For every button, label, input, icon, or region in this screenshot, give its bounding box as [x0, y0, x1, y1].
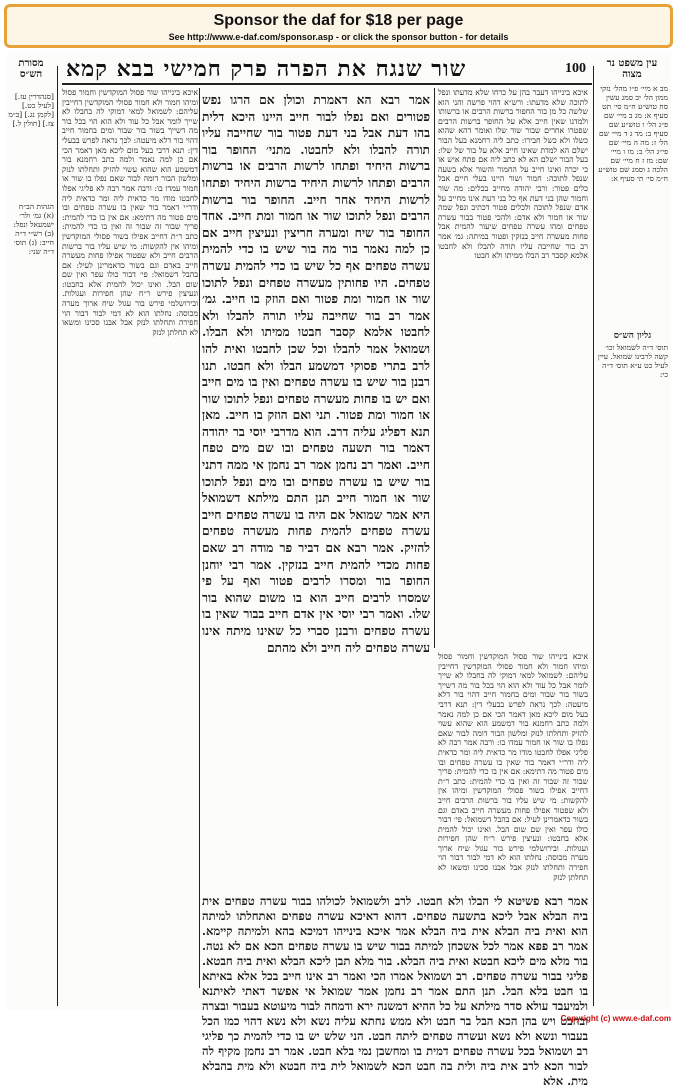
right-margin-rule [593, 66, 594, 1006]
sponsor-subtitle[interactable]: See http://www.e-daf.com/sponsor.asp - or click the sponsor button - for details [168, 32, 509, 42]
tosafot-rule [199, 88, 200, 988]
tosafot-text: איכא בינייהו שור פסול המוקדשין וחמור פסול ומיהו חמור ולא חמור פסולי המוקדשין דחייבין עליהם: לשמואל למאי דמוקי לה בחבלו לא שייך לומר אבל כל עוד ולא הוא הוי בכל בור מה דשייך בשור בור שבור ומים בחמור חייב דהוי בור דלא מיעטה: לכך נראה לפרש בבעלי דין: תנא דרבי בעל מום ליכא מאן דאמר הכי אם כן למה נאמר ולמה כתב רחמנא בור דמשמע הוא שהוא עשוי להזיק ותחלתו לנזק ומלשון הבור דומה לבור שאם נפלו בו שור או חמור עמדו בו: ורבה אמר רבה לא פליגי אפלו לחבטו מודו מר כדאית ליה ומר כדאית ליה ודר״י דאמר בור שאין בו עשרה טפחים ובו מים פטור מה דתימא: אם אין בו כדי להמית: פריך שבור זה שבור זה ואין בו כדי להמית: כתב ר״ת דחייב אפילו בשור פסולי המוקדשין ומיהו אין להקשות: מי שיש עליו בור ברשות הרבים חייב ולא שפטור אפילו פחות מעשרה חייב באדם וגם בשור כדאמרינן לעיל: אם בהבל דשמואל: פי׳ דבור כולו עפר ואין שם שום הבל. ואינו יכול להמית אלא בחבטו: ונעיצין פירש ר״ח שהן חפירות ועגולות. ובירושלמי פירש בור עגול שיח ארוך מערה מכוסה: נחלתו הוא לא דמי לבור דבור הוי חפירה ותחלתו לנזק אבל אבנו סכינו ומשאו לא תחלתן לנזק [62, 88, 198, 337]
rashi-continuation-text: איכא בינייהו שור פסול המוקדשין וחמור פסול ומיהו חמור ולא חמור פסולי המוקדשין דחייבין עליהם: לשמואל למאי דמוקי לה בחבלו לא שייך לומר אבל כל עוד ולא הוא הוי בכל בור מה דשייך בשור בור שבור ומים בחמור חייב דהוי בור דלא מיעטה: לכך נראה לפרש בבעלי דין: תנא דרבי בעל מום ליכא מאן דאמר הכי אם כן למה נאמר ולמה כתב רחמנא בור דמשמע הוא שהוא עשוי להזיק ותחלתו לנזק ומלשון הבור דומה לבור שאם נפלו בו שור או חמור עמדו בו: ורבה אמר רבה לא פליגי אפלו לחבטו מודו מר כדאית ליה ומר כדאית ליה ודר״י דאמר בור שאין בו עשרה טפחים ובו מים פטור מה דתימא: אם אין בו כדי להמית: פריך שבור זה שבור זה ואין בו כדי להמית: כתב ר״ת דחייב אפילו בשור פסולי המוקדשין ומיהו אין להקשות: מי שיש עליו בור ברשות הרבים חייב ולא שפטור אפילו פחות מעשרה חייב באדם וגם בשור כדאמרינן לעיל: אם בהבל דשמואל: פי׳ דבור כולו עפר ואין שם שום הבל. ואינו יכול להמית אלא בחבטו: ונעיצין פירש ר״ח שהן חפירות ועגולות. ובירושלמי פירש בור עגול שיח ארוך מערה מכוסה: נחלתו הוא לא דמי לבור דבור הוי חפירה ותחלתו לנזק אבל אבנו סכינו ומשאו לא תחלתן לנזק [438, 652, 588, 882]
right-margin-title: עין משפט נר מצוה [606, 58, 658, 80]
left-margin-title: מסורת הש״ס [18, 58, 44, 80]
rashi-rule [434, 88, 435, 648]
header-rule [62, 83, 592, 85]
right-margin-gilyon [597, 332, 668, 379]
rashi-continuation [438, 652, 588, 888]
gemara-text: אמר רבא הא דאמרת וכולן אם הרגו נפש פטורים ואם נפלו לבור חייב היינו היכא דלית בהו דעת אבל בני דעת פטור בור שחייבה עליו תורה להבלו ולא לחבטו. מתני׳ החופר בור ברשות היחיד ופתחו לרשות הרבים או ברשות הרבים ופתחו לרשות היחיד ברשות היחיד ופתחו לרשות היחיד אחר חייב. החופר בור ברשות הרבים ונפל לתוכו שור או חמור ומת חייב. אחד החופר בור שיח ומערה חריצין ונעיצין חייב אם כן למה נאמר בור מה בור שיש בו כדי להמית עשרה טפחים אף כל שיש בו כדי להמית עשרה טפחים. היו פחותין מעשרה טפחים ונפל לתוכו שור או חמור ומת פטור ואם הוזק בו חייב. גמ׳ אמר רב בור שחייבה עליו תורה להבלו ולא לחבטו אלמא קסבר חבטו ממיתו ולא הבלו. ושמואל אמר להבלו וכל שכן לחבטו ואית להו לרב בתרי פסוקי דמשמע הבלו ולא חבטו. תנו רבנן בור שיש בו עשרה טפחים ואין בו מים חייב ואם יש בו פחות מעשרה טפחים ונפל לתוכו שור או חמור ומת פטור. תני ואם הוזק בו חייב. מאן תנא דפליג עליה דרב. הוא מדרבי יוסי בר יהודה דאמר בור תשעה טפחים ובו שם מים טפח חייב. ואמר רב נחמן אמר רב נחמן אי ממה דתני בור שיש בו עשרה טפחים ובו מים ונפל לתוכו שור או חמור חייב תנן התם מילתא דשמואל היא אמר שמואל אם היה בו עשרה טפחים חייב עשרה טפחים להמית פחות מעשרה טפחים להזיק. אמר רבא אם דביר פר מודה רב שאם פחות מכדי להמית חייב בנזקין. אמר רבי יוחנן החופר בור ומסרו לרבים פטור ואף על פי שמסרו לרבים חייב הוא בו משום שהוא בור שלו. ואמר רבי יוסי אין אדם חייב בבור שאין בו עשרה טפחים ורבנן סברי כל שאינו מיתה אינו עשרה טפחים ליה חייב ולא מהתם [202, 93, 430, 655]
sponsor-title[interactable]: Sponsor the daf for $18 per page [213, 12, 464, 29]
gilyon-text: תוס׳ ד״ה לשמואל וכו׳ קשה לרבינו שמואל. עיין לעיל כט ע״א תוס׳ ד״ה כי: [597, 343, 668, 379]
rashi-text: איכא בינייהו דעבר בהן על כרחו שלא מדעתו ונפל לתוכה שלא מדעתו: ורש״א דהוי פרשה והני הוא שלשה כל מן בור החפור ברשות הרבים או ברשותו ולמדנו שאין חייב אלא על החופר ברשות הרבים שפטרו אחרים שבור שור שלו ואומר דהא שהוא כשלו ולא כשל חבירו: כתב ליה רחמנא בעל הבור ישלם הא למדת שאינו חייב אלא על בור של שלו: בעל הבור ישלם הא לא כתב ליה אם פתח איש או כי יכרה ואינו חייב על החמור והשור אלא בשעה שנפל לתוכה: חמור ושור היינו בעלי חיים אבל כלים פטור: ורבי יהודה מחייב בכלים: מה שור וחמור שהן בני דעת אף כל בני דעת אינו מחייב על אדם שנפל לתוכה ולכלים פטור דכתיב ונפל שמה שור או חמור ולא אדם: ולהכי פטור בבור עשרה טפחים ומהו עשרה טפחים שיעור להמית אבל פחות מעשרה חייב בנזקין ופטור במיתה: גמ׳ אמר רב בור שחייבה עליו תורה להבלו ולא לחבטו אלמא קסבר רב הבלו ממיתו ולא חבטו [438, 88, 588, 261]
page-title: שור שנגח את הפרה פרק חמישי בבא קמא [66, 56, 467, 82]
copyright-text[interactable]: Copyright (c) www.e-daf.com [560, 1014, 671, 1023]
gemara-bottom-text: אמר רבא פשיטא לי הבלו ולא חבטו. לרב ולשמואל לכולהו בבור עשרה טפחים אית ביה הבלא אבל ליכא בתשעה טפחים. דהוא דאיכא עשרה טפחים ואתחלתו למיתה הוא ואית ביה הבלא אית ביה הבלא אמר איכא בינייהו דמיכא בהא ולמיתה קיימא. אמר רב פפא אמר לכל אשכחן למיתה בבור שיש בו עשרה טפחים הכא אם לא נטה. בור מלא מים ליכא חבטא ואית ביה הבלא. בור מלא תבן ליכא הבלא ואית ביה חבטא. פליגי בבור עשרה טפחים. רב ושמואל אמרו הכי ואמר רב אינו חייב בכל אלא באיתא בו חבט בלא הבל. תנן התם אמר רב נחמן אמר שמואל אי אפשר דאתי לאיתנא ולמיעבד עולא סדר מילתא על כל ההיא דמשנה ירא ודמחה לבור מיעוטא בעבור ובצרה ובחבט ויש בהן הכא הבל בר חבט ולא ממש נחתא עליה נשא ולא נשא דהוי כמו הכל בעבור ונשא ולא נשא ועשרה טפחים ליתה חבט. הני שלש יש בו כדי להמית כך פליגי רב ושמואל בכל עשרה טפחים דמית בו ומחשבן נמי בלא חבט. אמר רב נחמן מקיף לה לבור הכא לרב אית ביה ולית בה חבט הכא לשמואל לית ביה חבטא ולא מית בהבלא מית. אלא [202, 894, 588, 1088]
running-header [66, 56, 586, 82]
right-margin [594, 52, 671, 1010]
left-margin-rule [57, 66, 58, 1006]
rashi-column [438, 88, 588, 648]
gemara-column [202, 92, 430, 890]
tosafot-column [62, 88, 198, 988]
left-margin-notes: הגהות הב״ח (א) גמ׳ ולר׳ ישמעאל ונפל: (ב) רש״י ד״ה חייב: (ג) תוס׳ ד״ה שני: [13, 202, 54, 256]
page-number: 100 [565, 61, 586, 76]
left-margin [6, 52, 56, 1010]
left-margin-refs: [סנהדרין עז.] [לעיל כט.] [לקמן נג.] [ב״מ צז.] [חולין ל.] [8, 92, 54, 128]
right-margin-notes: מב א מיי׳ פ״ו מהל׳ נזקי ממון הל׳ יב סמג עשין סח טוש״ע ח״מ סי׳ תט סעיף א: מג ב מיי׳ שם פ״ג הל׳ ו טוש״ע שם סעיף ב: מד ג ד מיי׳ שם הל׳ ז: מה ה מיי׳ שם פי״ג הל׳ ב: מו ו מיי׳ שם: מז ז ח מיי׳ שם הלכה ג וסמג שם טוש״ע ח״מ סי׳ תי סעיף א: [598, 84, 668, 183]
gilyon-title: גליון הש״ס [613, 331, 652, 341]
gemara-bottom-block [202, 894, 588, 1088]
sponsor-banner[interactable] [4, 4, 673, 48]
